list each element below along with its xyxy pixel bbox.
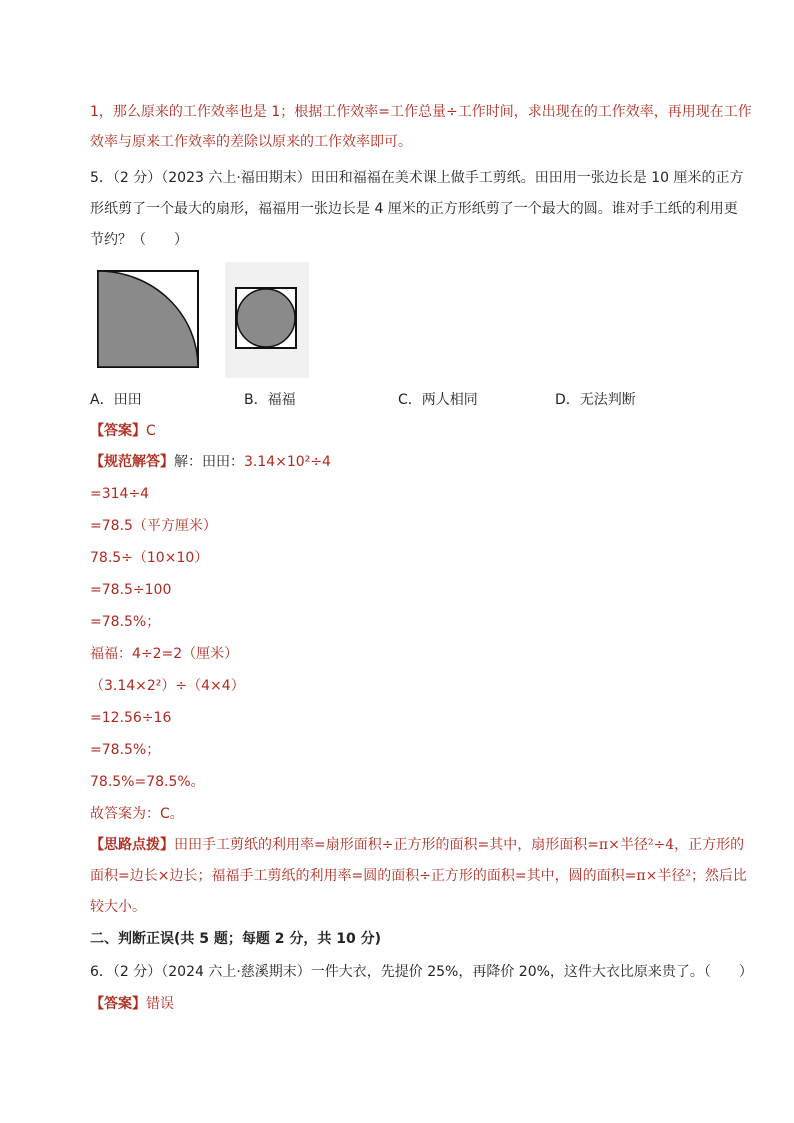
solution-step-4: 78.5÷（10×10）	[90, 550, 209, 566]
solution-step-1: 3.14×10²÷4	[244, 454, 331, 470]
option-c: C．两人相同	[398, 392, 478, 408]
solution-step-9: =12.56÷16	[90, 710, 172, 726]
solution-step-11: 78.5%=78.5%。	[90, 774, 205, 790]
hint-text-1c: ，正方形的	[674, 837, 745, 853]
option-b: B．福福	[244, 392, 296, 408]
circle-in-square-figure	[225, 262, 309, 378]
option-a: A．田田	[90, 392, 142, 408]
text-line-2: 效率与原来工作效率的差除以原来的工作效率即可。	[90, 134, 412, 150]
solution-step-12: 故答案为：C。	[90, 806, 184, 822]
hint-text-1a: 田田手工剪纸的利用率=扇形面积÷正方形的面积=其中，扇形面积=	[174, 837, 599, 853]
hint-line-1	[90, 835, 744, 855]
hint-line-3: 较大小。	[90, 899, 146, 915]
solution-intro: 解：田田：	[174, 454, 244, 470]
question-5-line-3: 节约？（ ）	[90, 232, 188, 248]
solution-step-7: 福福：4÷2=2（厘米）	[90, 646, 239, 662]
hint-text-2c: ；然后比	[690, 868, 747, 884]
answer-6	[90, 994, 174, 1014]
solution-tag: 【规范解答】	[90, 454, 174, 470]
text-line-1: 1，那么原来的工作效率也是 1；根据工作效率=工作总量÷工作时间，求出现在的工作效率，再用现在工作	[90, 104, 752, 120]
question-6: 6．（2 分）（2024 六上·慈溪期末）一件大衣，先提价 25%，再降价 20%，这件大衣比原来贵了。（ ）	[90, 964, 753, 980]
question-5-line-1: 5．（2 分）（2023 六上·福田期末）田田和福福在美术课上做手工剪纸。田田用一张边长是 10 厘米的正方	[90, 170, 744, 186]
solution-step-6: =78.5%；	[90, 614, 161, 630]
hint-line-2	[90, 866, 747, 886]
answer-value: C	[146, 423, 156, 439]
option-d: D．无法判断	[555, 392, 636, 408]
answer-tag: 【答案】	[90, 423, 146, 439]
section-2-heading: 二、判断正误(共 5 题；每题 2 分，共 10 分)	[90, 931, 382, 947]
solution-heading	[90, 452, 331, 472]
solution-step-3: =78.5（平方厘米）	[90, 518, 217, 534]
hint-tag: 【思路点拨】	[90, 837, 174, 853]
answer-6-value: 错误	[146, 996, 174, 1012]
quarter-circle-figure	[93, 268, 203, 370]
question-5-line-2: 形纸剪了一个最大的扇形，福福用一张边长是 4 厘米的正方形纸剪了一个最大的圆。谁对手工纸的利用更	[90, 201, 738, 217]
circle-figure-background	[225, 262, 309, 378]
hint-formula-1: π×半径²÷4	[598, 837, 675, 853]
hint-text-2a: 面积=边长×边长；福福手工剪纸的利用率=圆的面积÷正方形的面积=其中，圆的面积=	[90, 868, 637, 884]
answer-6-tag: 【答案】	[90, 996, 146, 1012]
solution-step-5: =78.5÷100	[90, 582, 172, 598]
solution-step-8: （3.14×2²）÷（4×4）	[90, 678, 245, 694]
hint-formula-2: π×半径²	[636, 868, 691, 884]
solution-step-10: =78.5%；	[90, 742, 161, 758]
solution-step-2: =314÷4	[90, 486, 150, 502]
answer-5	[90, 421, 156, 441]
